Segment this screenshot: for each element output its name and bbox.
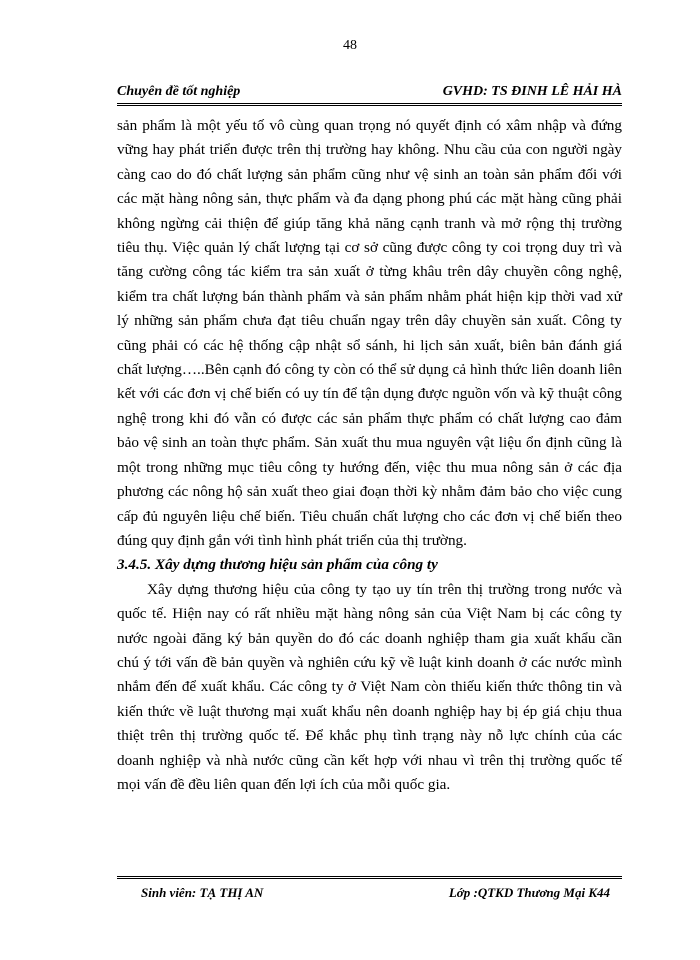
- footer-student: Sinh viên: TẠ THỊ AN: [141, 885, 264, 900]
- document-body: [117, 114, 622, 797]
- section-heading: 3.4.5. Xây dựng thương hiệu sản phẩm của công ty: [117, 556, 438, 574]
- body-paragraph: Xây dựng thương hiệu của công ty tạo uy tín trên thị trường trong nước và quốc tế. Hiện nay có rất nhiều mặt hàng nông sản của Việt Nam bị các công ty nước ngoài đăng ký bản quyền do đó các doanh nghiệp tham gia xuất khẩu cần chú ý tới vấn đề bản quyền và nghiên cứu kỹ về luật kinh doanh ở các nước mình nhắm đến để xuất khẩu. Các công ty ở Việt Nam còn thiếu kiến thức thông tin và kiến thức về luật thương mại xuất khẩu nên doanh nghiệp hay bị ép giá chịu thua thiệt trên thị trường quốc tế. Để khắc phụ tình trạng này nỗ lực chính của các doanh nghiệp và nhà nước cũng cần kết hợp với nhau vì trên thị trường quốc tế mọi vấn đề đều liên quan đến lợi ích của mỗi quốc gia.: [117, 580, 622, 793]
- body-paragraph: sản phẩm là một yếu tố vô cùng quan trọng nó quyết định có xâm nhập và đứng vững hay phát triển được trên thị trường hay không. Nhu cầu của con người ngày càng cao do đó chất lượng sản phẩm cũng như vệ sinh an toàn sản phẩm đối với các mặt hàng nông sản, thực phẩm và đa dạng phong phú các mặt hàng cũng phải không ngừng cải thiện để giúp tăng khả năng cạnh tranh và mở rộng thị trường tiêu thụ. Việc quản lý chất lượng tại cơ sở cũng được công ty coi trọng duy trì và tăng cường công tác kiểm tra sản xuất ở từng khâu trên dây chuyền công nghệ, kiểm tra chất lượng bán thành phẩm và sản phẩm nhằm phát hiện kịp thời vad xử lý những sản phẩm chưa đạt tiêu chuẩn ngay trên dây chuyền sản xuất. Công ty cũng phải có các hệ thống cập nhật sổ sánh, hi lịch sản xuất, biên bản đánh giá chất lượng…..Bên cạnh đó công ty còn có thể sử dụng cả hình thức liên doanh liên kết với các đơn vị chế biến có uy tín để tận dụng được nguồn vốn và kỹ thuật công nghệ trong khi đó vẫn có được các sản phẩm thực phẩm có chất lượng cao đảm bảo vệ sinh an toàn thực phẩm. Sản xuất thu mua nguyên vật liệu ổn định cũng là một trong những mục tiêu công ty hướng đến, việc thu mua nông sản ở các địa phương các nông hộ sản xuất theo giai đoạn thời kỳ nhằm đảm bảo cho việc cung cấp đủ nguyên liệu chế biến. Tiêu chuẩn chất lượng cho các đơn vị chế biến theo đúng quy định gắn với tình hình phát triển của thị trường.: [117, 117, 622, 549]
- page-number: 48: [343, 38, 357, 53]
- page-footer: [117, 876, 622, 901]
- page-header: [117, 84, 622, 106]
- header-supervisor: GVHD: TS ĐINH LÊ HẢI HÀ: [442, 84, 622, 99]
- header-document-type: Chuyên đề tốt nghiệp: [117, 84, 241, 99]
- footer-class: Lớp :QTKD Thương Mại K44: [448, 885, 610, 900]
